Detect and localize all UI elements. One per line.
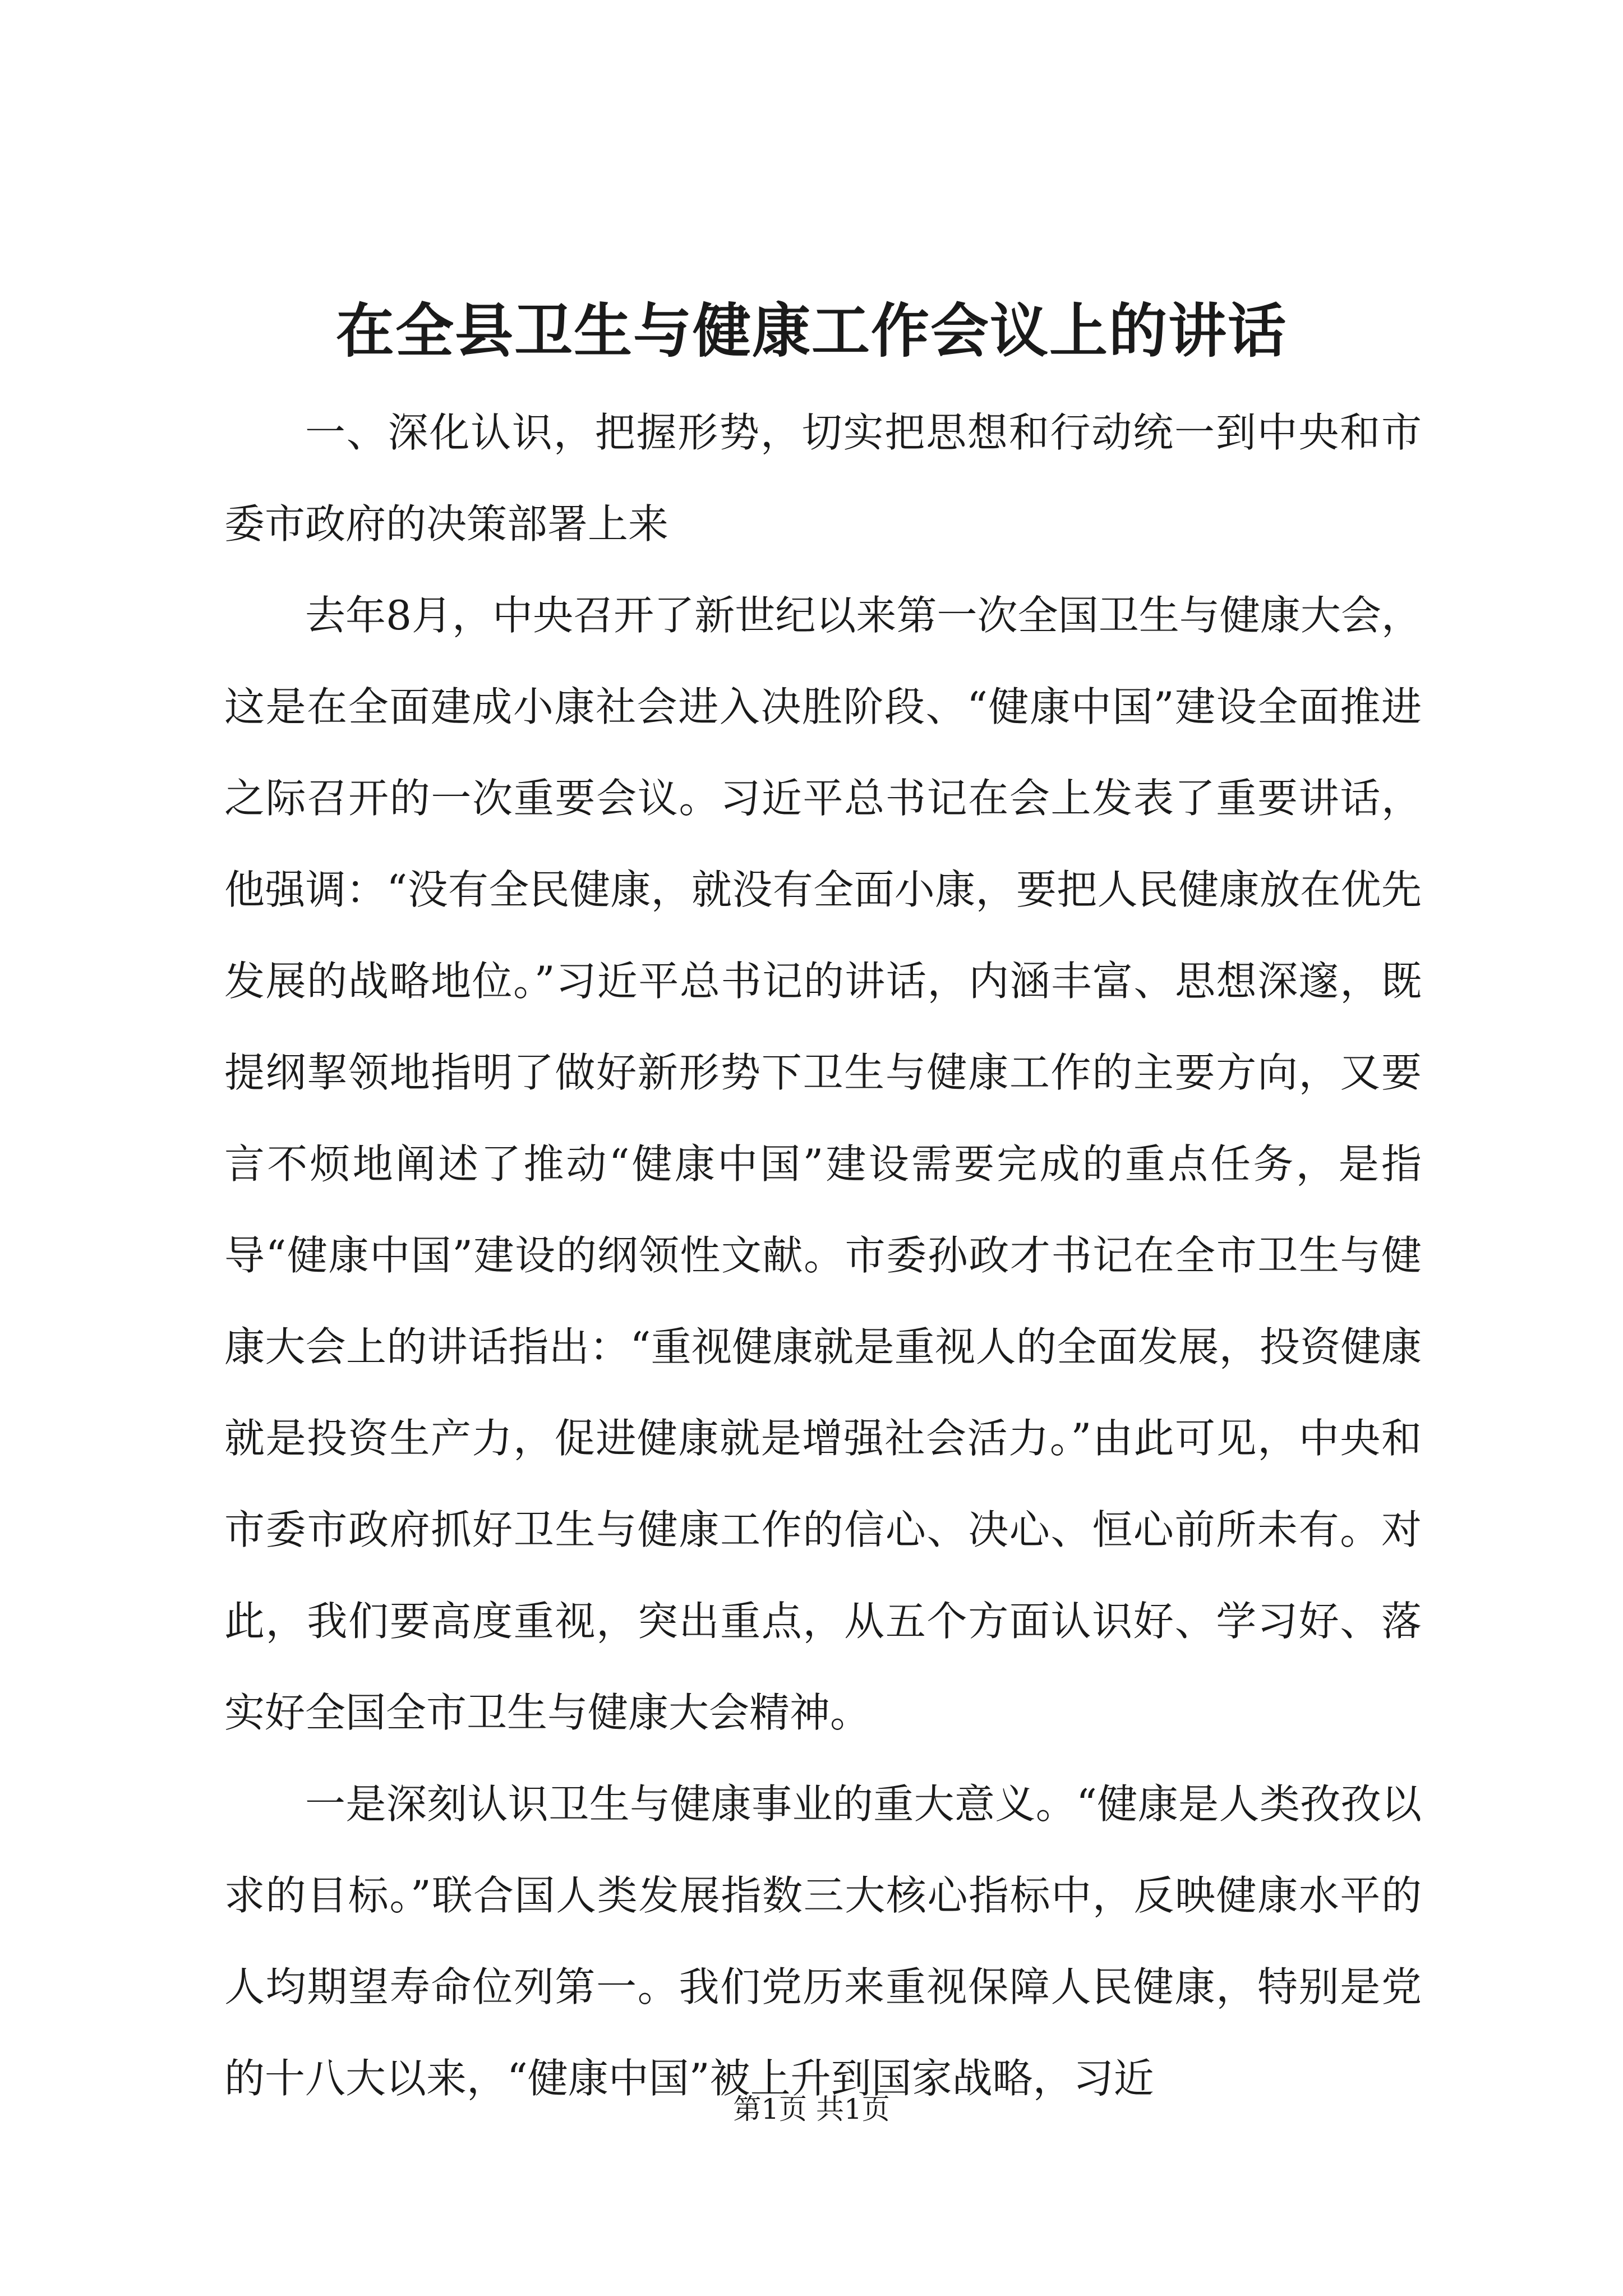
section-heading: 一、深化认识，把握形势，切实把思想和行动统一到中央和市委市政府的决策部署上来 [224,409,1422,547]
document-body [224,387,1422,2124]
body-paragraph: 去年8月，中央召开了新世纪以来第一次全国卫生与健康大会，这是在全面建成小康社会进入决胜阶段、“健康中国”建设全面推进之际召开的一次重要会议。习近平总书记在会上发表了重要讲话，他强调：“没有全民健康，就没有全面小康，要把人民健康放在优先发展的战略地位。”习近平总书记的讲话，内涵丰富、思想深邃，既提纲挈领地指明了做好新形势下卫生与健康工作的主要方向，又要言不烦地阐述了推动“健康中国”建设需要完成的重点任务，是指导“健康中国”建设的纲领性文献。市委孙政才书记在全市卫生与健康大会上的讲话指出：“重视健康就是重视人的全面发展，投资健康就是投资生产力，促进健康就是增强社会活力。”由此可见，中央和市委市政府抓好卫生与健康工作的信心、决心、恒心前所未有。对此，我们要高度重视，突出重点，从五个方面认识好、学习好、落实好全国全市卫生与健康大会精神。 [224,592,1422,1736]
page-footer [0,2092,1623,2126]
page-number-label: 第1页 共1页 [733,2093,890,2125]
body-paragraph: 一是深刻认识卫生与健康事业的重大意义。“健康是人类孜孜以求的目标。”联合国人类发展指数三大核心指标中，反映健康水平的人均期望寿命位列第一。我们党历来重视保障人民健康，特别是党的十八大以来，“健康中国”被上升到国家战略，习近 [224,1780,1422,2102]
document-title: 在全县卫生与健康工作会议上的讲话 [335,296,1287,365]
